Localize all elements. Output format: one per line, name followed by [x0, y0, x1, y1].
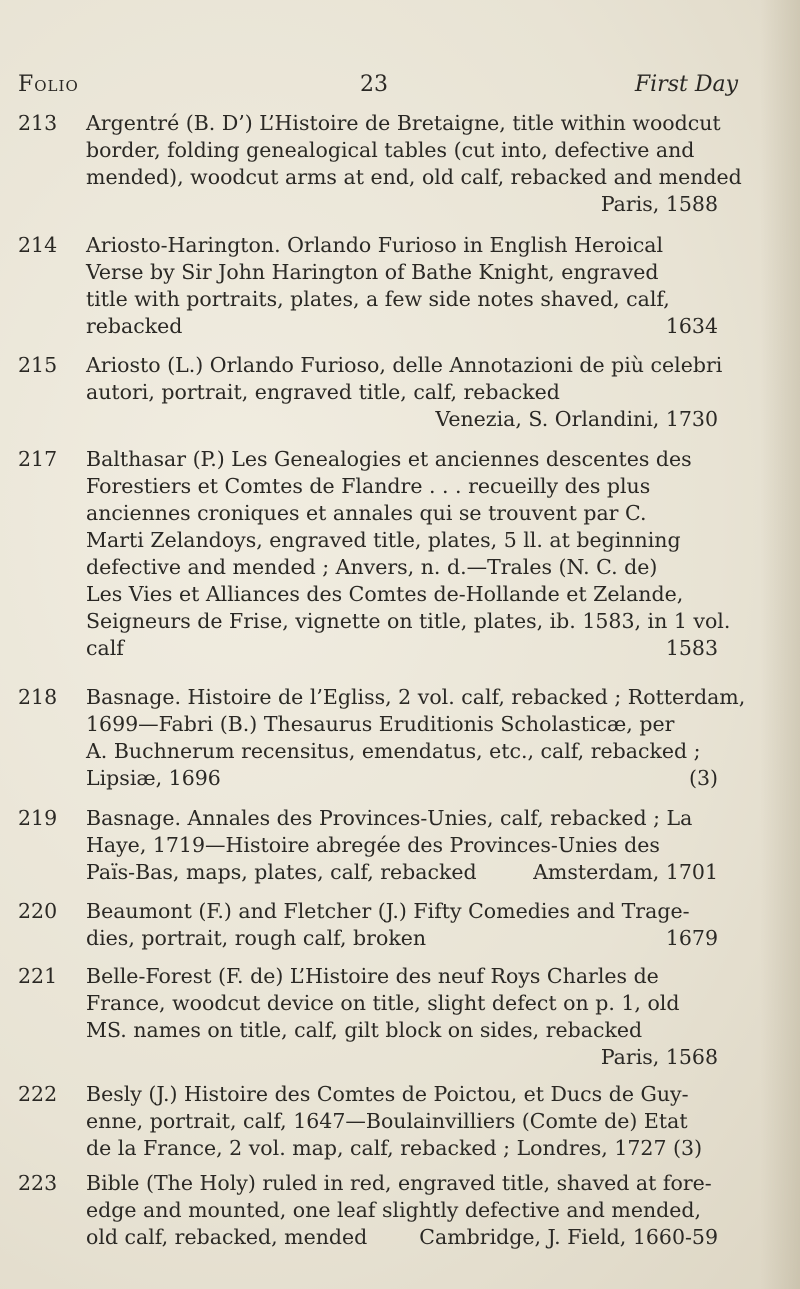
lot-number: 217	[18, 447, 58, 471]
lot-number: 222	[18, 1082, 58, 1106]
folio-label: Folio	[18, 72, 79, 97]
lot-number: 215	[18, 353, 58, 377]
entry-line: Basnage. Annales des Provinces-Unies, calf, rebacked ; La	[86, 806, 693, 830]
entry-imprint: Paris, 1568	[600, 1045, 718, 1069]
entry-223	[18, 1170, 718, 1251]
lot-number: 221	[18, 964, 58, 988]
entry-imprint: 1634	[665, 314, 718, 338]
entry-219	[18, 805, 718, 886]
entry-line: calf	[86, 636, 124, 660]
entry-214	[18, 232, 718, 340]
entry-line: Marti Zelandoys, engraved title, plates, 5 ll. at beginning	[86, 528, 681, 552]
entry-line: Les Vies et Alliances des Comtes de-Hollande et Zelande,	[86, 582, 684, 606]
page-number: 23	[360, 72, 388, 97]
page-edge-shadow	[760, 0, 800, 1289]
entry-imprint: 1679	[665, 926, 718, 950]
lot-number: 219	[18, 806, 58, 830]
entry-line: Argentré (B. D’) L’Histoire de Bretaigne, title within woodcut	[86, 111, 721, 135]
entry-line: Bible (The Holy) ruled in red, engraved title, shaved at fore-	[86, 1171, 712, 1195]
entry-line: dies, portrait, rough calf, broken	[86, 926, 427, 950]
entry-line: Besly (J.) Histoire des Comtes de Poictou, et Ducs de Guy-	[86, 1082, 689, 1106]
entry-line: rebacked	[86, 314, 183, 338]
lot-number: 213	[18, 111, 58, 135]
entry-line: border, folding genealogical tables (cut into, defective and	[86, 138, 695, 162]
entry-line: edge and mounted, one leaf slightly defective and mended,	[86, 1198, 702, 1222]
entry-line: Lipsiæ, 1696	[86, 766, 221, 790]
entry-imprint: Paris, 1588	[600, 192, 718, 216]
entry-imprint: Cambridge, J. Field, 1660-59	[419, 1225, 718, 1249]
entry-line: MS. names on title, calf, gilt block on sides, rebacked	[86, 1018, 643, 1042]
entry-line: Beaumont (F.) and Fletcher (J.) Fifty Comedies and Trage-	[86, 899, 690, 923]
entry-imprint: 1583	[665, 636, 718, 660]
entry-220	[18, 898, 718, 952]
section-title: First Day	[634, 72, 738, 97]
entry-222	[18, 1081, 718, 1162]
entry-line: France, woodcut device on title, slight defect on p. 1, old	[86, 991, 680, 1015]
entry-imprint: Amsterdam, 1701	[533, 860, 718, 884]
entry-line: Balthasar (P.) Les Genealogies et anciennes descentes des	[86, 447, 692, 471]
entry-line: Forestiers et Comtes de Flandre . . . recueilly des plus	[86, 474, 651, 498]
entry-line: defective and mended ; Anvers, n. d.—Trales (N. C. de)	[86, 555, 658, 579]
lot-number: 223	[18, 1171, 58, 1195]
entry-imprint: (3)	[688, 766, 718, 790]
entry-line: Ariosto (L.) Orlando Furioso, delle Annotazioni de più celebri	[86, 353, 723, 377]
entry-line: mended), woodcut arms at end, old calf, rebacked and mended	[86, 165, 742, 189]
entry-line: Païs-Bas, maps, plates, calf, rebacked	[86, 860, 477, 884]
entry-213	[18, 110, 742, 218]
entry-line: A. Buchnerum recensitus, emendatus, etc., calf, rebacked ;	[86, 739, 701, 763]
entry-218	[18, 684, 746, 792]
entry-line: autori, portrait, engraved title, calf, rebacked	[86, 380, 560, 404]
page-header	[18, 72, 738, 102]
lot-number: 220	[18, 899, 58, 923]
entry-line: 1699—Fabri (B.) Thesaurus Eruditionis Scholasticæ, per	[86, 712, 675, 736]
entry-line: anciennes croniques et annales qui se trouvent par C.	[86, 501, 647, 525]
entry-line: Verse by Sir John Harington of Bathe Knight, engraved	[86, 260, 659, 284]
entry-line: enne, portrait, calf, 1647—Boulainvilliers (Comte de) Etat	[86, 1109, 688, 1133]
entry-217	[18, 446, 731, 662]
entry-line: title with portraits, plates, a few side notes shaved, calf,	[86, 287, 670, 311]
lot-number: 218	[18, 685, 58, 709]
entry-215	[18, 352, 723, 433]
lot-number: 214	[18, 233, 58, 257]
entry-line: Seigneurs de Frise, vignette on title, plates, ib. 1583, in 1 vol.	[86, 609, 731, 633]
entry-221	[18, 963, 718, 1071]
entry-line: de la France, 2 vol. map, calf, rebacked ; Londres, 1727 (3)	[86, 1136, 703, 1160]
entry-line: Haye, 1719—Histoire abregée des Provinces-Unies des	[86, 833, 660, 857]
entry-imprint: Venezia, S. Orlandini, 1730	[435, 407, 718, 431]
entry-line: Basnage. Histoire de l’Egliss, 2 vol. calf, rebacked ; Rotterdam,	[86, 685, 746, 709]
entry-line: old calf, rebacked, mended	[86, 1225, 368, 1249]
entry-line: Ariosto-Harington. Orlando Furioso in English Heroical	[86, 233, 664, 257]
entry-line: Belle-Forest (F. de) L’Histoire des neuf Roys Charles de	[86, 964, 659, 988]
